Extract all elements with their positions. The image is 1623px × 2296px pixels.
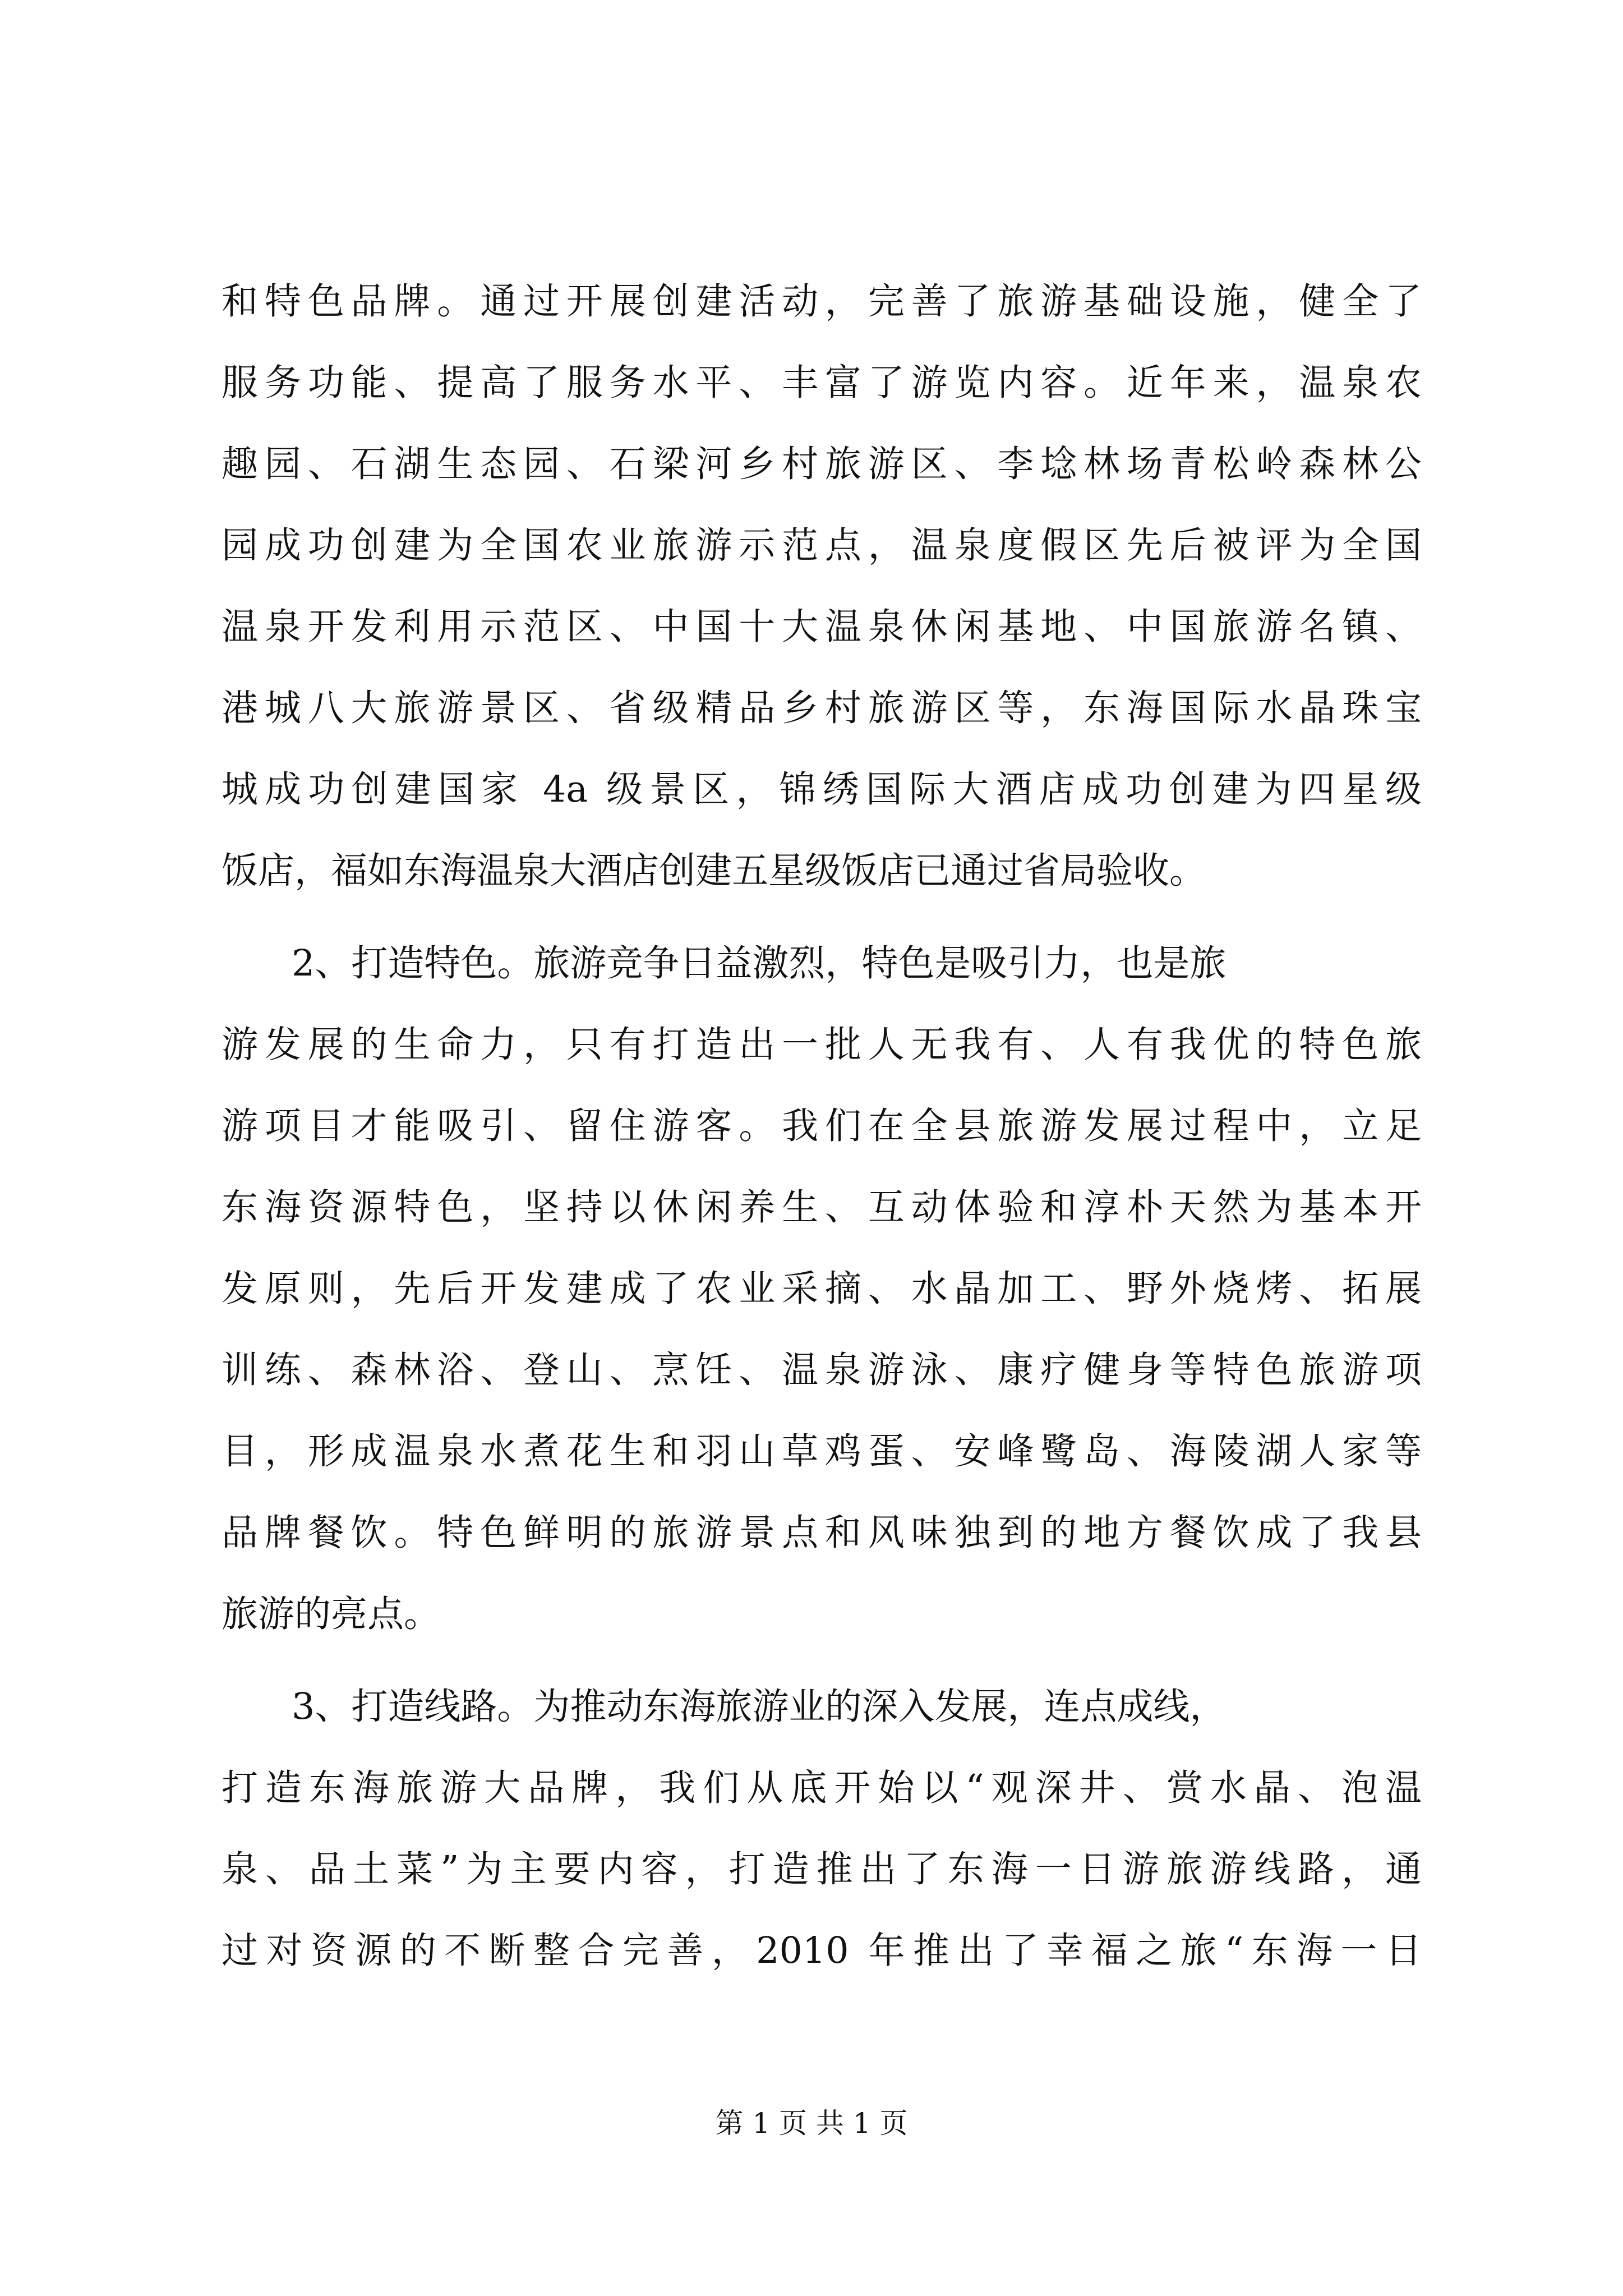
text-line: 城成功创建国家 4a 级景区，锦绣国际大酒店成功创建为四星级: [222, 769, 1422, 811]
text-line: 和特色品牌。通过开展创建活动，完善了旅游基础设施，健全了: [222, 280, 1422, 323]
text-line: 旅游的亮点。: [222, 1593, 441, 1635]
text-line: 游发展的生命力，只有打造出一批人无我有、人有我优的特色旅: [222, 1024, 1422, 1066]
body-text: [222, 261, 1422, 1991]
text-line: 发原则，先后开发建成了农业采摘、水晶加工、野外烧烤、拓展: [222, 1268, 1422, 1310]
text-line: 饭店，福如东海温泉大酒店创建五星级饭店已通过省局验收。: [222, 850, 1206, 892]
text-line: 东海资源特色，坚持以休闲养生、互动体验和淳朴天然为基本开: [222, 1186, 1422, 1228]
text-line: 过对资源的不断整合完善，2010 年推出了幸福之旅“东海一日: [222, 1930, 1422, 1972]
text-line: 温泉开发利用示范区、中国十大温泉休闲基地、中国旅游名镇、: [222, 606, 1422, 648]
text-line: 园成功创建为全国农业旅游示范点，温泉度假区先后被评为全国: [222, 524, 1422, 567]
paragraph-first-line: 2、打造特色。旅游竞争日益激烈，特色是吸引力，也是旅: [292, 942, 1227, 984]
text-line: 港城八大旅游景区、省级精品乡村旅游区等，东海国际水晶珠宝: [222, 687, 1422, 729]
paragraph-first-line: 3、打造线路。为推动东海旅游业的深入发展，连点成线，: [292, 1686, 1227, 1728]
text-line: 品牌餐饮。特色鲜明的旅游景点和风味独到的地方餐饮成了我县: [222, 1512, 1422, 1554]
page-footer: [0, 2106, 1623, 2140]
text-line: 游项目才能吸引、留住游客。我们在全县旅游发展过程中，立足: [222, 1105, 1422, 1147]
text-line: 趣园、石湖生态园、石梁河乡村旅游区、李埝林场青松岭森林公: [222, 443, 1422, 485]
text-line: 服务功能、提高了服务水平、丰富了游览内容。近年来，温泉农: [222, 362, 1422, 404]
text-line: 目，形成温泉水煮花生和羽山草鸡蛋、安峰鹭岛、海陵湖人家等: [222, 1430, 1422, 1473]
text-line: 打造东海旅游大品牌，我们从底开始以“观深井、赏水晶、泡温: [222, 1767, 1422, 1809]
text-line: 训练、森林浴、登山、烹饪、温泉游泳、康疗健身等特色旅游项: [222, 1349, 1422, 1391]
page-number-label: 第 1 页 共 1 页: [715, 2107, 908, 2139]
text-line: 泉、品土菜”为主要内容，打造推出了东海一日游旅游线路，通: [222, 1848, 1422, 1890]
